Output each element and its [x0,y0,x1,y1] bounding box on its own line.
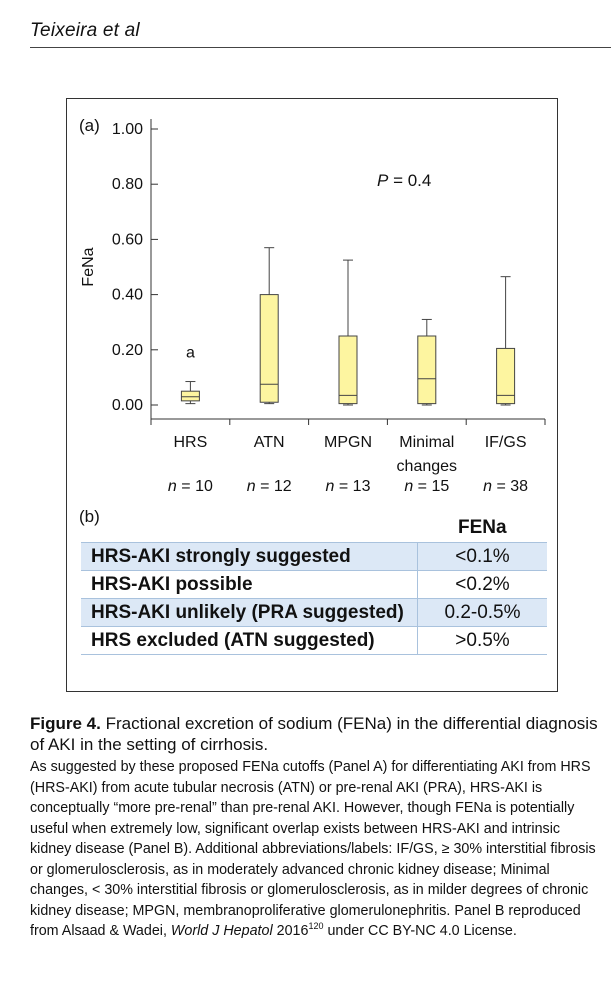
caption-title-text: Fractional excretion of sodium (FENa) in the differential diagnosis of AKI in the setting of cirrhosis. [30,714,598,754]
row-label: HRS-AKI strongly suggested [81,543,418,571]
significance-annotation: a [185,344,195,362]
figure-label: Figure 4. [30,714,101,733]
fena-column-header: FENa [458,517,507,538]
panel-a-label: (a) [79,116,100,135]
table-row [81,571,547,599]
caption-body [30,757,604,942]
header-rule [30,47,611,48]
panel-b-label: (b) [79,507,100,526]
running-head: Teixeira et al [30,20,140,41]
x-tick-label: ATN [253,434,285,451]
box-atn [260,295,278,403]
box-mpgn [339,336,357,404]
row-value: 0.2-0.5% [418,599,548,627]
y-tick-label: 0.80 [111,176,143,194]
n-label: n = 10 [167,478,213,495]
table-row [81,543,547,571]
p-value-label: P = 0.4 [377,171,432,191]
row-value: >0.5% [418,627,548,655]
x-tick-label: HRS [173,434,208,451]
n-label: n = 38 [483,478,529,495]
y-axis-label: FeNa [80,247,97,287]
y-tick-label: 0.40 [111,286,143,304]
table-row [81,627,547,655]
y-tick-label: 0.20 [111,341,143,359]
reference-number: 120 [308,921,324,932]
caption-body-text: As suggested by these proposed FENa cutoffs (Panel A) for differentiating AKI from HRS (HRS-AKI) from acute tubular necrosis (ATN) or pre-renal AKI (PRA), HRS-AKI is conceptually “more pre-renal” than pre-renal AKI. However, though FENa is potentially useful when extremely low, significant overlap exists between HRS-AKI and intrinsic kidney disease (Panel B). Additional abbreviations/labels: IF/GS, ≥ 30% interstitial fibrosis or glomerulosclerosis, as in moderately advanced chronic kidney disease; Minimal changes, < 30% interstitial fibrosis or glomerulosclerosis, as in milder degrees of chronic kidney disease; MPGN, membranoproliferative glomerulonephritis. Panel B reproduced from Alsaad & Wadei, [30,759,596,939]
x-tick-label: IF/GS [484,434,527,451]
row-label: HRS-AKI possible [81,571,418,599]
table-row [81,599,547,627]
y-tick-label: 0.60 [111,231,143,249]
n-label: n = 12 [246,478,292,495]
n-label: n = 15 [404,478,450,495]
box-minimal-changes [418,336,436,404]
row-value: <0.2% [418,571,548,599]
row-label: HRS-AKI unlikely (PRA suggested) [81,599,418,627]
figure-frame [66,98,558,692]
fena-cutoff-table [81,542,547,655]
y-tick-label: 1.00 [111,121,143,138]
y-tick-label: 0.00 [111,397,143,414]
caption-title [30,713,604,755]
citation-year: 2016 [276,923,309,939]
row-label: HRS excluded (ATN suggested) [81,627,418,655]
x-tick-label: changes [396,458,458,475]
journal-name: World J Hepatol [170,923,273,939]
box-plot-chart [67,99,557,519]
x-tick-label: MPGN [324,434,372,451]
box-hrs [181,391,199,401]
n-label: n = 13 [325,478,371,495]
figure-caption [30,713,604,942]
license-text: under CC BY-NC 4.0 License. [327,923,517,939]
x-tick-label: Minimal [399,434,455,451]
row-value: <0.1% [418,543,548,571]
